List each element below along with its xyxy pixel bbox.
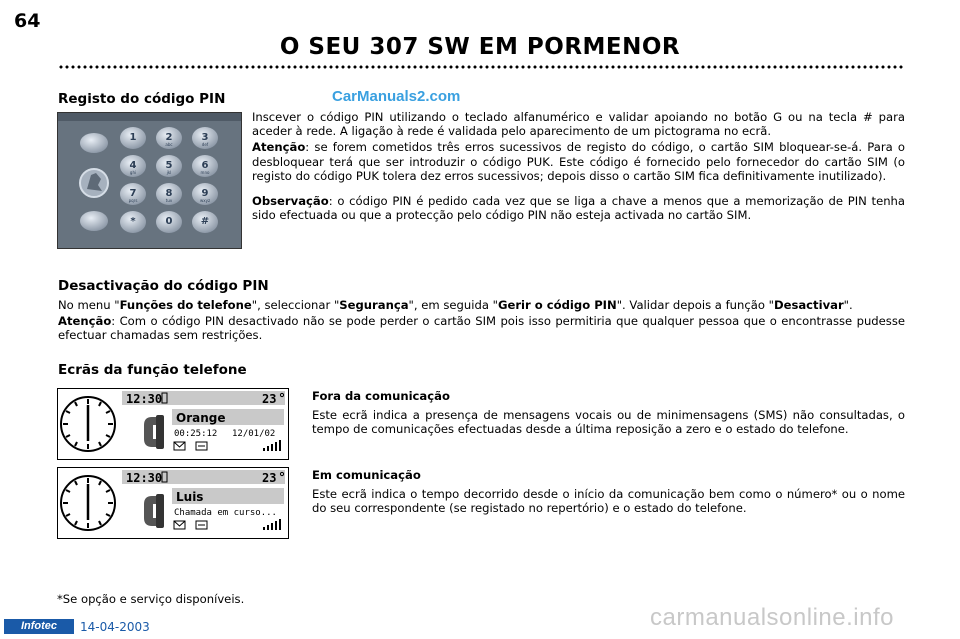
keypad-key-label: 2 (165, 132, 173, 143)
pin-note-text: Observação: o código PIN é pedido cada vez que se liga a chave a menos que a memorização de PIN tenha sido efectuada ou que a protecção pelo código PIN não esteja activada no cartão SIM. (252, 194, 905, 223)
keypad-key-letters: mno (200, 170, 210, 175)
keypad-key-4 (156, 155, 182, 177)
footnote: *Se opção e serviço disponíveis. (57, 592, 245, 606)
keypad-key-label: 0 (165, 216, 173, 227)
heading-pin-registration: Registo do código PIN (58, 91, 226, 107)
keypad-key-label: 9 (201, 188, 209, 199)
deactivation-warning: Atenção: Com o código PIN desactivado não se pode perder o cartão SIM pois isso permitiria que qualquer pessoa que o encontrasse pudesse efectuar chamadas sem restrições. (58, 314, 905, 343)
envelope-icon (174, 442, 185, 450)
handset-icon (144, 494, 164, 528)
keypad-key-label: 7 (129, 188, 137, 199)
keypad-key-11 (192, 211, 218, 233)
heading-phone-screens: Ecrãs da função telefone (58, 362, 247, 378)
keypad-key-letters: wxyz (199, 198, 211, 203)
screen2-contact: Luis (176, 490, 204, 504)
keypad-key-label: 6 (201, 160, 209, 171)
keypad-key-5 (192, 155, 218, 177)
site-watermark[interactable]: carmanualsonline.info (650, 604, 894, 631)
page-title: O SEU 307 SW EM PORMENOR (279, 34, 681, 60)
screen-idle-illustration (57, 388, 289, 460)
hangup-key-icon (80, 211, 108, 231)
heading-pin-deactivation: Desactivação do código PIN (58, 278, 269, 294)
screen-call-illustration (57, 467, 289, 539)
keypad-key-label: * (130, 216, 136, 227)
screen1-temp: 23 (262, 392, 277, 406)
keypad-key-label: # (200, 216, 210, 227)
screen2-temp: 23 (262, 471, 277, 485)
sms-icon (196, 521, 207, 529)
pin-intro-text: Inscever o código PIN utilizando o teclado alfanumérico e validar apoiando no botão G ou na tecla # para aceder à rede. A ligação à rede é validada pelo aparecimento de um pictograma no ecrã. (252, 110, 905, 139)
keypad-illustration (57, 112, 242, 249)
publication-date: 14-04-2003 (80, 620, 150, 634)
keypad-key-3 (120, 155, 146, 177)
subheading-in-call: Em comunicação (312, 468, 421, 482)
screen1-date: 12/01/02 (232, 429, 276, 439)
call-screen-description: Este ecrã indica o tempo decorrido desde o início da comunicação bem como o número* ou o nome do seu correspondente (se registado no repertório) e o estado do telefone. (312, 487, 905, 516)
keypad-key-letters: tuv (165, 198, 173, 203)
handset-icon (144, 415, 164, 449)
clock-icon (61, 397, 115, 451)
keypad-key-letters: ghi (129, 170, 137, 175)
screen2-time: 12:30 (126, 471, 163, 485)
page-number: 64 (14, 10, 41, 32)
keypad-key-letters: pqrs (128, 198, 138, 203)
keypad-key-label: 1 (129, 132, 137, 143)
keypad-key-label: 3 (201, 132, 209, 143)
screen1-time: 12:30 (126, 392, 163, 406)
envelope-icon (174, 521, 185, 529)
keypad-key-7 (156, 183, 182, 205)
signal-strength-icon (263, 519, 281, 530)
keypad-key-label: 5 (165, 160, 173, 171)
clock-icon (61, 476, 115, 530)
call-key-icon (80, 133, 108, 153)
keypad-key-6 (120, 183, 146, 205)
keypad-key-0 (120, 127, 146, 149)
screen1-duration: 00:25:12 (174, 429, 218, 439)
subheading-idle: Fora da comunicação (312, 389, 450, 403)
keypad-key-label: 4 (129, 160, 137, 171)
dotted-divider (58, 64, 904, 70)
brand-lion-icon (80, 169, 108, 197)
keypad-key-letters: jkl (166, 170, 172, 175)
screen2-status: Chamada em curso... (174, 508, 277, 518)
screen1-operator: Orange (176, 411, 226, 425)
keypad-key-label: 8 (165, 188, 173, 199)
pin-warning-text: Atenção: se forem cometidos três erros sucessivos de registo do código, o cartão SIM bloquear-se-á. Para o desbloquear terá que ser introduzir o código PUK. Este código é fornecido pelo fornecedor do cartão SIM (o registo do código PUK tolera dez erros sucessivos; depois disso o cartão SIM fica definitivamente inutilizado). (252, 140, 905, 183)
sms-icon (196, 442, 207, 450)
keypad-key-1 (156, 127, 182, 149)
keypad-key-9 (120, 211, 146, 233)
infotec-badge: Infotec (4, 619, 74, 634)
watermark-link[interactable]: CarManuals2.com (332, 88, 461, 105)
keypad-key-letters: abc (165, 142, 173, 147)
keypad-key-letters: def (201, 142, 209, 147)
keypad-key-10 (156, 211, 182, 233)
deactivation-instructions: No menu "Funções do telefone", seleccionar "Segurança", em seguida "Gerir o código PIN". Validar depois a função "Desactivar". (58, 298, 853, 312)
keypad-key-8 (192, 183, 218, 205)
signal-strength-icon (263, 440, 281, 451)
keypad-key-2 (192, 127, 218, 149)
idle-screen-description: Este ecrã indica a presença de mensagens vocais ou de minimensagens (SMS) não consultadas, o tempo de comunicações efectuadas desde a última reposição a zero e o estado do telefone. (312, 408, 905, 437)
